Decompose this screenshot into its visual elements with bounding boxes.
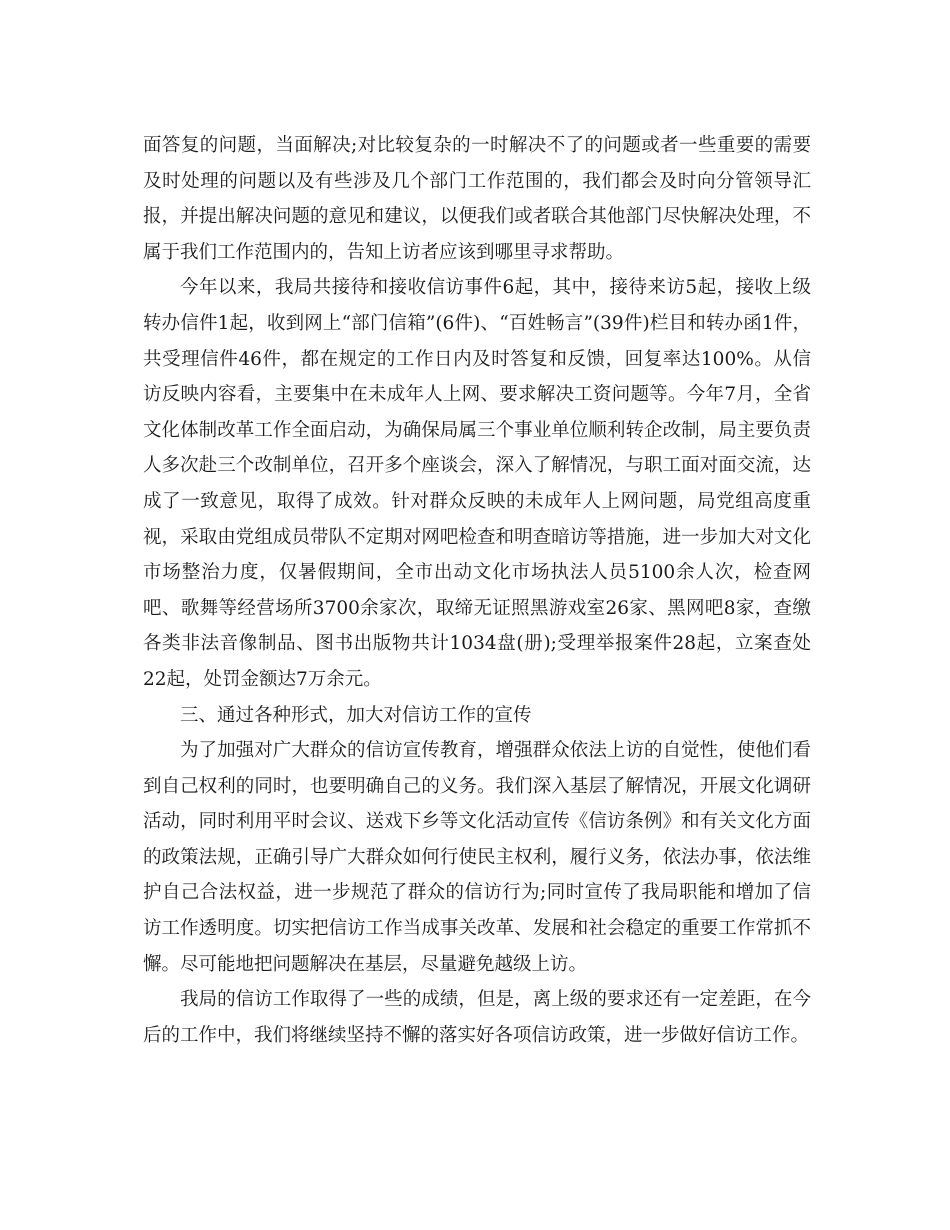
section-heading: 三、通过各种形式，加大对信访工作的宣传 [180, 704, 532, 726]
document-body [143, 128, 811, 1053]
paragraph-petition-statistics: 今年以来，我局共接待和接收信访事件6起，其中，接待来访5起，接收上级转办信件1起，收到网上“部门信箱”(6件)、“百姓畅言”(39件)栏目和转办函1件，共受理信件46件，都在规定的工作日内及时答复和反馈，回复率达100%。从信访反映内容看，主要集中在未成年人上网、要求解决工资问题等。今年7月，全省文化体制改革工作全面启动，为确保局属三个事业单位顺利转企改制，局主要负责人多次赴三个改制单位，召开多个座谈会，深入了解情况，与职工面对面交流，达成了一致意见，取得了成效。针对群众反映的未成年人上网问题，局党组高度重视，采取由党组成员带队不定期对网吧检查和明查暗访等措施，进一步加大对文化市场整治力度，仅暑假期间，全市出动文化市场执法人员5100余人次，检查网吧、歌舞等经营场所3700余家次，取缔无证照黑游戏室26家、黑网吧8家，查缴各类非法音像制品、图书出版物共计1034盘(册);受理举报案件28起，立案查处22起，处罚金额达7万余元。 [143, 277, 811, 690]
paragraph-publicity: 为了加强对广大群众的信访宣传教育，增强群众依法上访的自觉性，使他们看到自己权利的同时，也要明确自己的义务。我们深入基层了解情况，开展文化调研活动，同时利用平时会议、送戏下乡等文化活动宣传《信访条例》和有关文化方面的政策法规，正确引导广大群众如何行使民主权利，履行义务，依法办事，依法维护自己合法权益，进一步规范了群众的信访行为;同时宣传了我局职能和增加了信访工作透明度。切实把信访工作当成事关改革、发展和社会稳定的重要工作常抓不懈。尽可能地把问题解决在基层，尽量避免越级上访。 [143, 740, 811, 975]
paragraph-conclusion: 我局的信访工作取得了一些的成绩，但是，离上级的要求还有一定差距，在今后的工作中，我们将继续坚持不懈的落实好各项信访政策，进一步做好信访工作。 [143, 989, 811, 1046]
paragraph-continuation: 面答复的问题，当面解决;对比较复杂的一时解决不了的问题或者一些重要的需要及时处理的问题以及有些涉及几个部门工作范围的，我们都会及时向分管领导汇报，并提出解决问题的意见和建议，以便我们或者联合其他部门尽快解决处理，不属于我们工作范围内的，告知上访者应该到哪里寻求帮助。 [143, 135, 811, 263]
